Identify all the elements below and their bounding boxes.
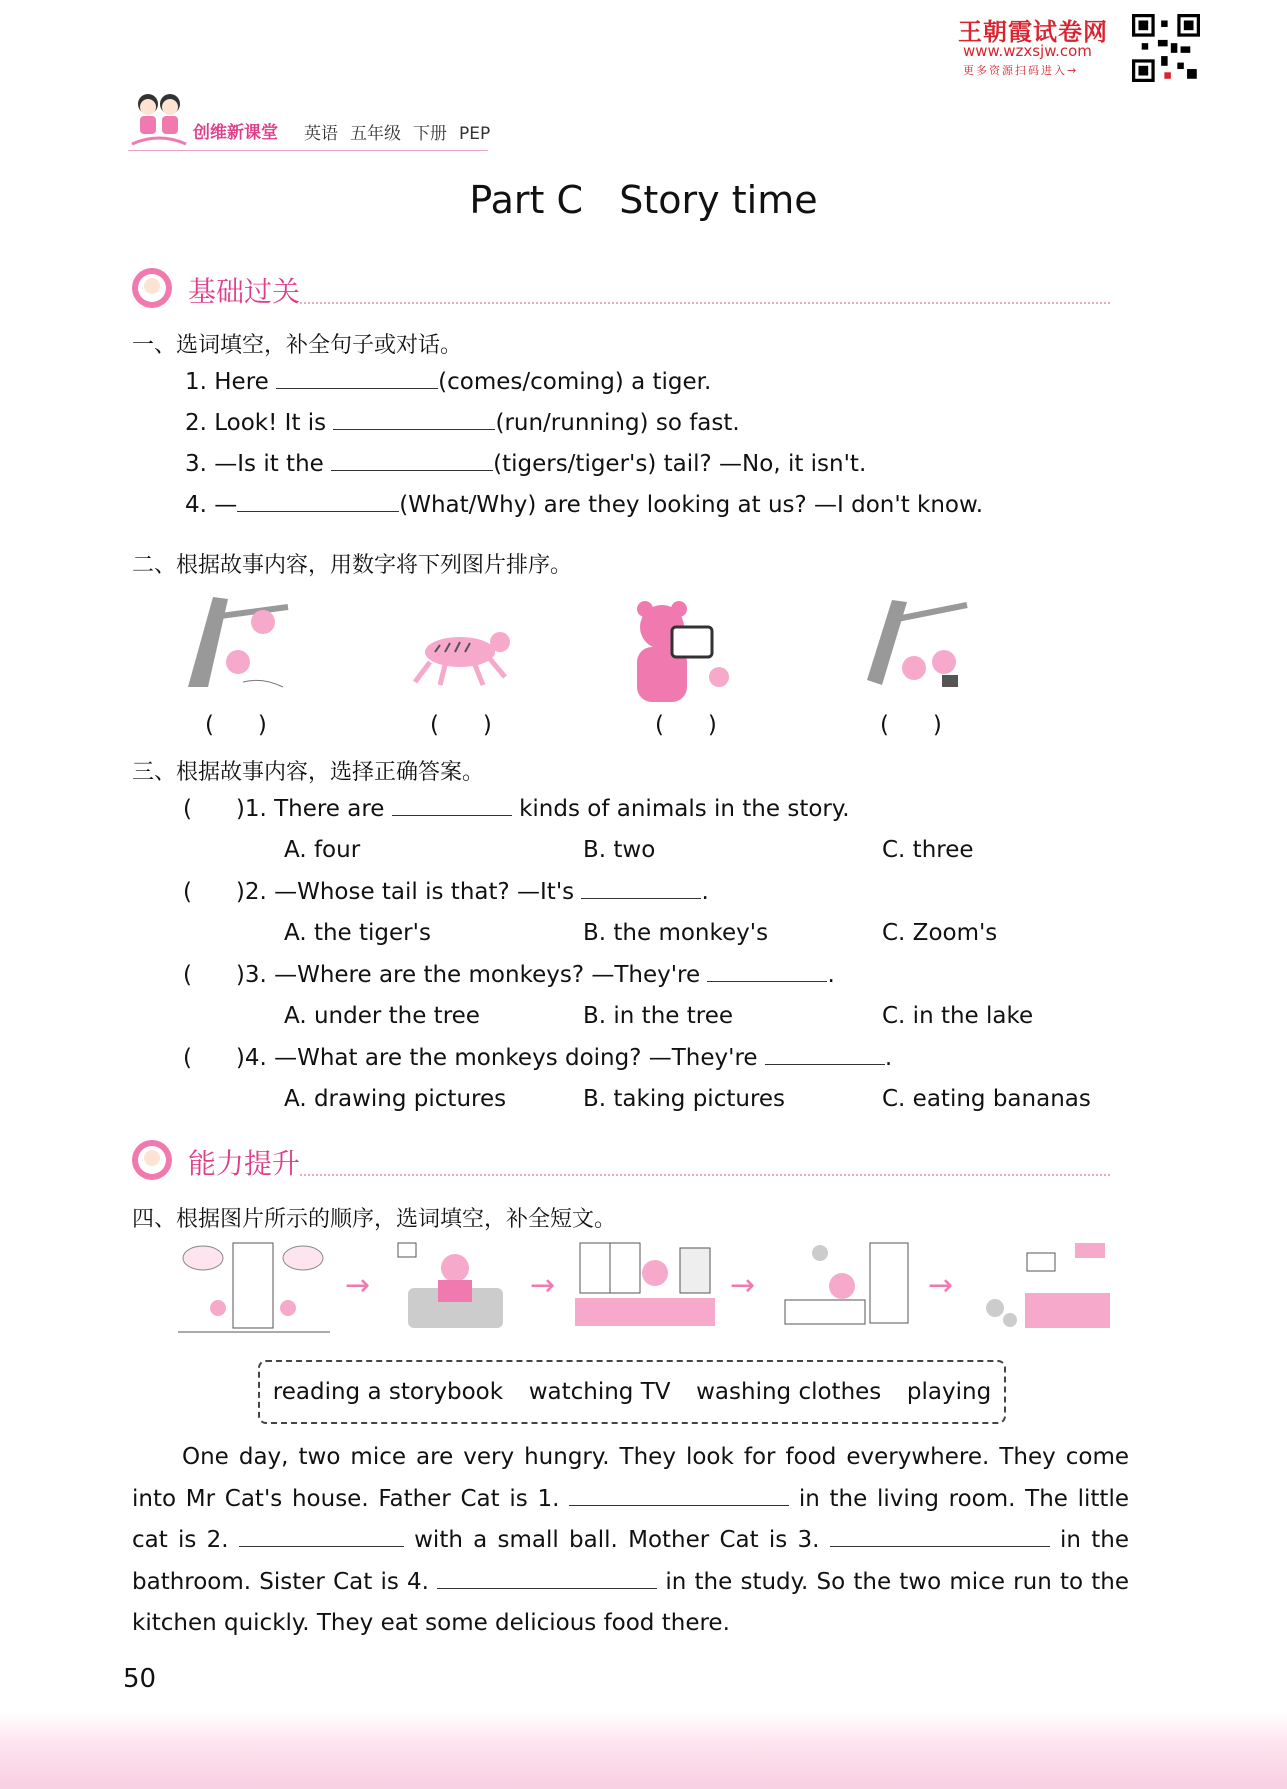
mother-cat-washing-icon (575, 1238, 715, 1338)
arrow-right-icon: → (730, 1268, 756, 1303)
order-blank-2[interactable]: ( ) (430, 712, 492, 738)
question-1-heading: 一、选词填空，补全句子或对话。 (132, 333, 463, 358)
passage-blank-1[interactable] (569, 1505, 789, 1506)
q1-item-4 (185, 492, 983, 518)
section-divider (300, 302, 1110, 304)
watermark-more: 更多资源扫码进入→ (963, 64, 1079, 77)
order-blank-4[interactable]: ( ) (880, 712, 942, 738)
passage-part-1: One day, two mice are very hungry. They look for food everywhere. They come into Mr Cat's house. Father Cat is 1. (132, 1444, 1129, 1512)
answer-blank[interactable] (333, 429, 495, 430)
arrow-right-icon: → (928, 1268, 954, 1303)
q3-4-option-a[interactable]: A. drawing pictures (284, 1086, 507, 1112)
word-bank (258, 1360, 1006, 1424)
question-4-heading: 四、根据图片所示的顺序，选词填空，补全短文。 (132, 1207, 617, 1232)
q3-1-option-b[interactable]: B. two (583, 837, 656, 863)
question-2-heading: 二、根据故事内容，用数字将下列图片排序。 (132, 553, 573, 578)
kids-mascot-icon (128, 88, 190, 150)
passage-blank-4[interactable] (437, 1588, 657, 1589)
q1-item-3 (185, 451, 866, 477)
mice-in-kitchen-icon (975, 1238, 1115, 1338)
word-option[interactable]: reading a storybook (272, 1379, 504, 1405)
bottom-decoration (0, 1712, 1287, 1789)
course-subject: 英语 (304, 124, 338, 144)
q1-item-3-pre: 3. —Is it the (185, 451, 332, 477)
word-option[interactable]: watching TV (528, 1379, 671, 1405)
q3-4-option-c[interactable]: C. eating bananas (882, 1086, 1091, 1112)
qr-code-icon[interactable] (1132, 14, 1200, 82)
q3-item-1-stem: )1. There are (235, 796, 392, 822)
q3-item-4 (183, 1045, 892, 1071)
page-number: 50 (123, 1664, 157, 1694)
answer-blank[interactable] (276, 388, 438, 389)
monkeys-in-tree-icon (183, 587, 293, 697)
q1-item-2-post: (run/running) so fast. (495, 410, 740, 436)
passage-part-2: in the living room. The little cat is 2. (132, 1485, 1129, 1553)
answer-paren[interactable]: ( (183, 879, 236, 905)
q3-item-4-post: . (884, 1045, 893, 1071)
arrow-right-icon: → (345, 1268, 371, 1303)
answer-blank[interactable] (765, 1064, 885, 1065)
answer-blank[interactable] (237, 511, 399, 512)
section-basic-title: 基础过关 (188, 275, 301, 308)
answer-blank[interactable] (581, 898, 701, 899)
answer-paren[interactable]: ( (183, 1045, 236, 1071)
answer-paren[interactable]: ( (183, 796, 236, 822)
q1-item-3-post: (tigers/tiger's) tail? —No, it isn't. (493, 451, 867, 477)
q1-item-1 (185, 369, 711, 395)
q1-item-2-pre: 2. Look! It is (185, 410, 334, 436)
passage-part-3: with a small ball. Mother Cat is 3. (403, 1527, 830, 1553)
section-badge-icon (130, 266, 174, 310)
q3-item-3-post: . (827, 962, 835, 988)
q3-2-option-b[interactable]: B. the monkey's (583, 920, 769, 946)
mice-at-door-icon (178, 1238, 330, 1338)
q3-item-3 (183, 962, 835, 988)
q3-item-1-post: kinds of animals in the story. (511, 796, 850, 822)
answer-paren[interactable]: ( (183, 962, 236, 988)
course-grade: 五年级 (350, 124, 401, 144)
q3-2-option-a[interactable]: A. the tiger's (284, 920, 431, 946)
q3-4-option-b[interactable]: B. taking pictures (583, 1086, 786, 1112)
header-divider (128, 150, 488, 151)
watermark-url[interactable]: www.wzxsjw.com (963, 42, 1092, 60)
tiger-running-icon (405, 597, 515, 707)
q3-item-2-stem: )2. —Whose tail is that? —It's (235, 879, 582, 905)
q3-1-option-c[interactable]: C. three (882, 837, 974, 863)
order-blank-1[interactable]: ( ) (205, 712, 267, 738)
q3-item-1 (183, 796, 850, 822)
q1-item-4-post: (What/Why) are they looking at us? —I don't know. (399, 492, 984, 518)
q1-item-2 (185, 410, 740, 436)
sister-cat-tv-icon (780, 1238, 915, 1338)
q3-2-option-c[interactable]: C. Zoom's (882, 920, 998, 946)
monkeys-with-camera-icon (862, 590, 972, 700)
passage-part-5: in the study. So the two mice run to the kitchen quickly. They eat some delicious food there. (132, 1568, 1130, 1636)
q3-1-option-a[interactable]: A. four (284, 837, 361, 863)
answer-blank[interactable] (392, 815, 512, 816)
q1-item-1-post: (comes/coming) a tiger. (438, 369, 712, 395)
answer-blank[interactable] (331, 470, 493, 471)
order-blank-3[interactable]: ( ) (655, 712, 717, 738)
section-badge-icon (130, 1138, 174, 1182)
question-3-heading: 三、根据故事内容，选择正确答案。 (132, 760, 485, 785)
word-option[interactable]: washing clothes (696, 1379, 882, 1405)
series-brand: 创维新课堂 (193, 123, 278, 143)
story-passage (132, 1437, 1129, 1645)
q1-item-1-pre: 1. Here (185, 369, 277, 395)
course-info (304, 119, 502, 144)
page-title: Part C Story time (469, 178, 818, 222)
section-advanced-title: 能力提升 (188, 1147, 301, 1180)
passage-part-4: in the bathroom. Sister Cat is 4. (132, 1527, 1129, 1595)
course-volume: 下册 (413, 124, 447, 144)
q3-3-option-b[interactable]: B. in the tree (583, 1003, 734, 1029)
answer-blank[interactable] (707, 981, 827, 982)
course-edition: PEP (459, 124, 491, 144)
father-cat-reading-icon (393, 1238, 518, 1338)
q3-item-2-post: . (701, 879, 709, 905)
watermark-title: 王朝霞试卷网 (958, 18, 1108, 46)
q3-3-option-a[interactable]: A. under the tree (284, 1003, 480, 1029)
q3-item-4-stem: )4. —What are the monkeys doing? —They're (235, 1045, 765, 1071)
q3-3-option-c[interactable]: C. in the lake (882, 1003, 1034, 1029)
q3-item-3-stem: )3. —Where are the monkeys? —They're (235, 962, 708, 988)
passage-blank-2[interactable] (239, 1546, 404, 1547)
passage-blank-3[interactable] (830, 1546, 1050, 1547)
word-option[interactable]: playing (906, 1379, 992, 1405)
bear-with-camera-icon (627, 597, 737, 707)
q1-item-4-pre: 4. — (185, 492, 238, 518)
arrow-right-icon: → (530, 1268, 556, 1303)
section-divider (300, 1174, 1110, 1176)
q3-item-2 (183, 879, 709, 905)
